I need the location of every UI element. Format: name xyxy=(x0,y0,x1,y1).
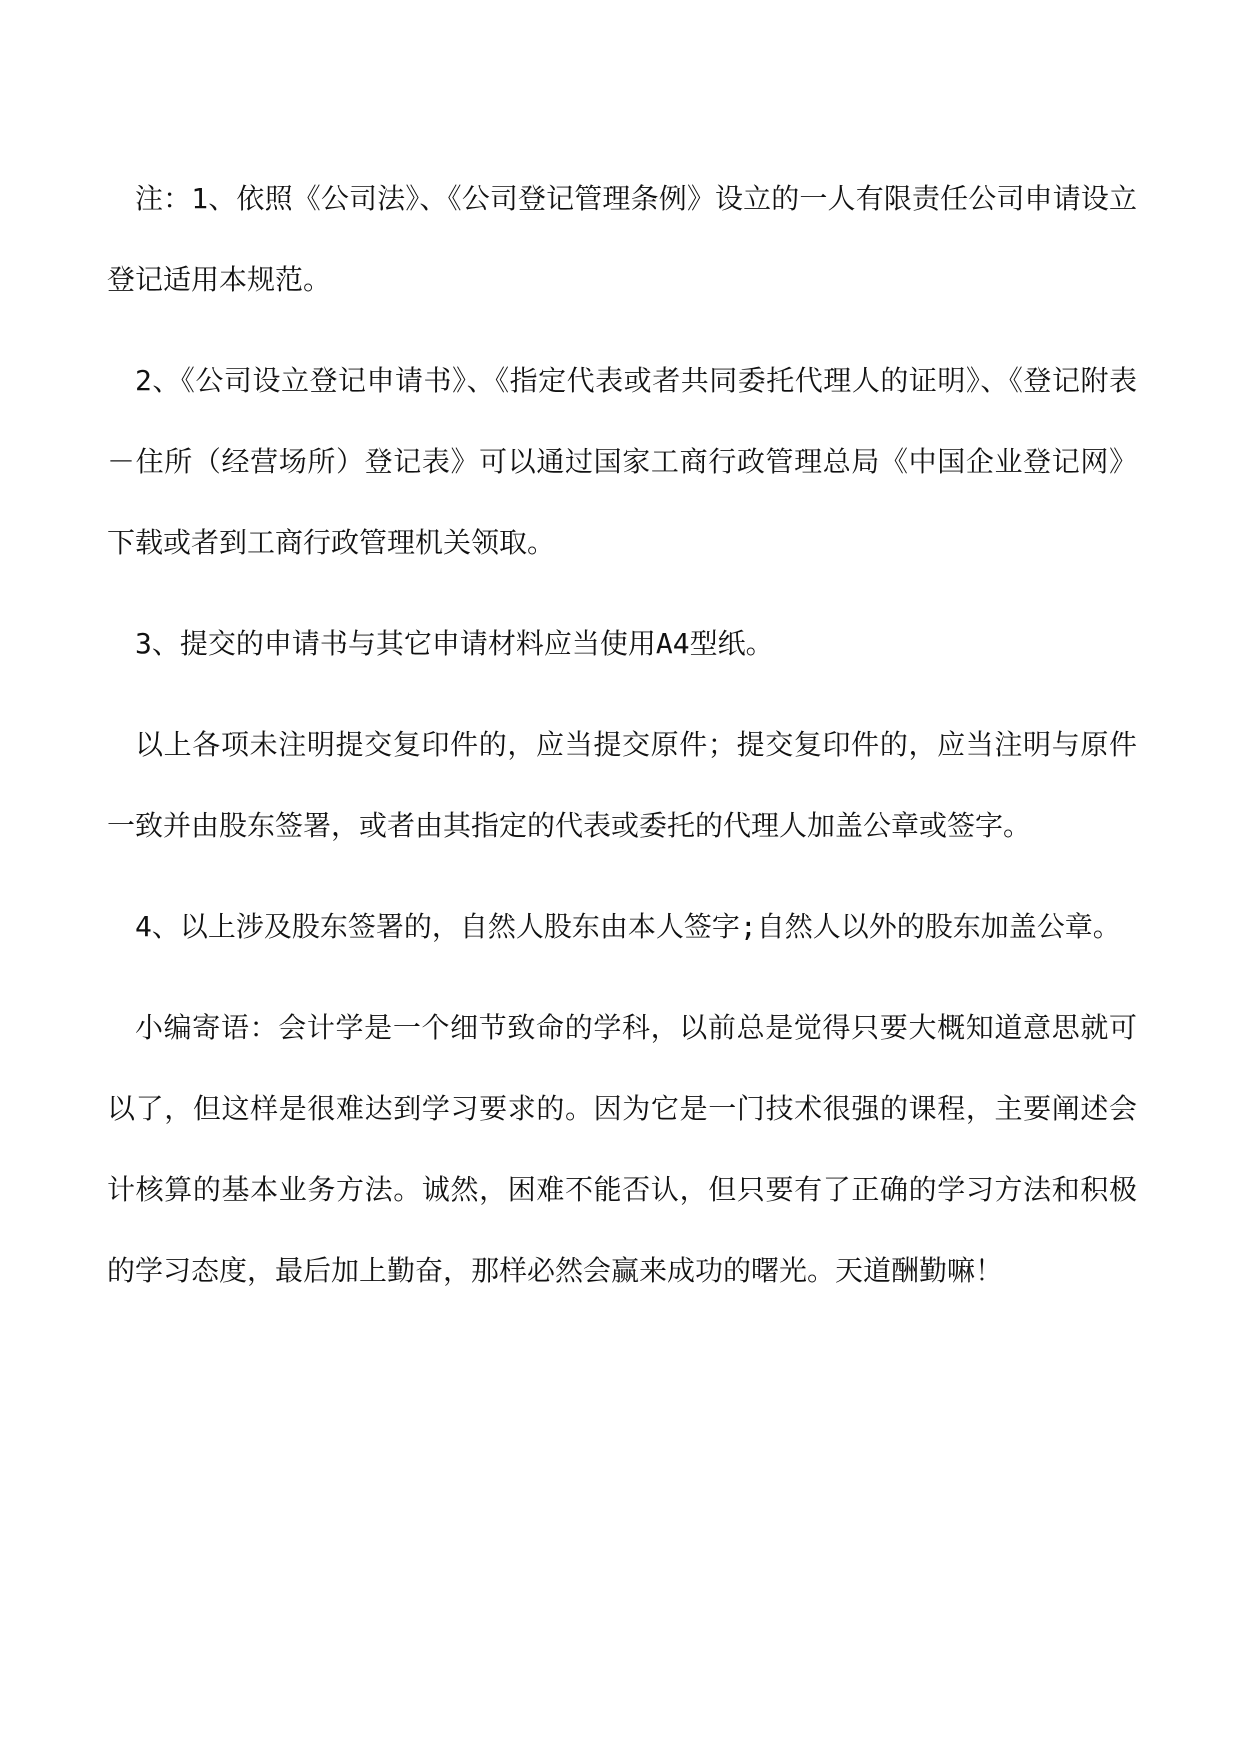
note-paragraph-2: 2、《公司设立登记申请书》、《指定代表或者共同委托代理人的证明》、《登记附表－住所（经营场所）登记表》可以通过国家工商行政管理总局《中国企业登记网》下载或者到工商行政管理机关领取。 xyxy=(107,364,1137,559)
document-body xyxy=(107,158,1137,1331)
note-paragraph-3: 3、提交的申请书与其它申请材料应当使用A4型纸。 xyxy=(135,627,774,660)
note-paragraph-4: 4、以上涉及股东签署的，自然人股东由本人签字;自然人以外的股东加盖公章。 xyxy=(135,910,1121,943)
note-paragraph-1: 注：1、依照《公司法》、《公司登记管理条例》设立的一人有限责任公司申请设立登记适用本规范。 xyxy=(107,182,1137,296)
editor-note-paragraph: 小编寄语：会计学是一个细节致命的学科，以前总是觉得只要大概知道意思就可以了，但这样是很难达到学习要求的。因为它是一门技术很强的课程，主要阐述会计核算的基本业务方法。诚然，困难不能否认，但只要有了正确的学习方法和积极的学习态度，最后加上勤奋，那样必然会赢来成功的曙光。天道酬勤嘛！ xyxy=(107,1011,1137,1287)
copy-requirement-paragraph: 以上各项未注明提交复印件的，应当提交原件；提交复印件的，应当注明与原件一致并由股东签署，或者由其指定的代表或委托的代理人加盖公章或签字。 xyxy=(107,728,1137,842)
